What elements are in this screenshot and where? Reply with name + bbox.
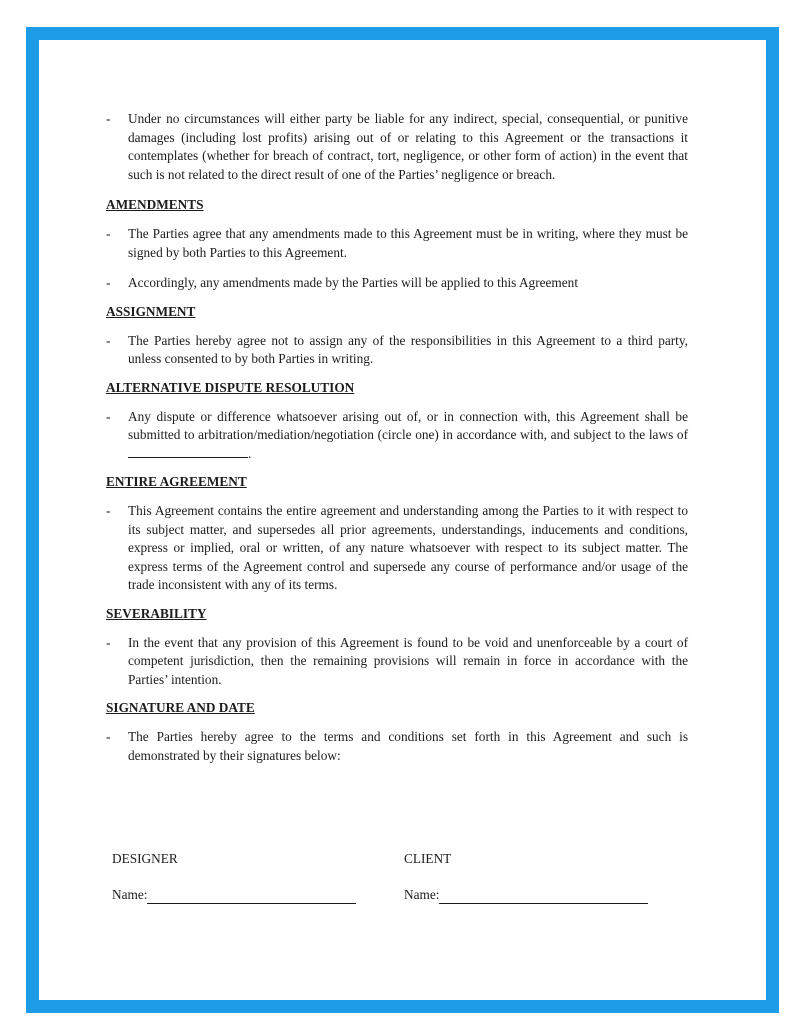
section-heading-assignment: ASSIGNMENT — [106, 303, 196, 319]
bullet-marker: - — [106, 226, 111, 241]
designer-name-label: Name: — [112, 887, 148, 902]
list-item — [106, 332, 688, 369]
bullet-text: Accordingly, any amendments made by the Parties will be applied to this Agreement — [128, 275, 579, 290]
designer-signature — [112, 850, 356, 904]
client-name-row — [404, 886, 648, 904]
list-item — [106, 225, 688, 262]
designer-label: DESIGNER — [112, 851, 178, 866]
bullet-text: In the event that any provision of this Agreement is found to be void and unenforceable by a court of competent jurisdiction, then the remaining provisions will remain in force in accordance with the Parties’ intention. — [128, 634, 688, 687]
client-name-label: Name: — [404, 887, 440, 902]
bullet-marker: - — [106, 408, 111, 424]
bullet-text: The Parties agree that any amendments made to this Agreement must be in writing, where they must be signed by both Parties to this Agreement. — [128, 226, 688, 260]
bullet-text: Under no circumstances will either party be liable for any indirect, special, consequential, or punitive damages (including lost profits) arising out of or relating to this Agreement or the transactions it contemplates (whether for breach of contract, tort, negligence, or other form of action) in the event that such is not related to the direct result of one of the Parties’ negligence or breach. — [128, 111, 688, 182]
bullet-text: The Parties hereby agree not to assign any of the responsibilities in this Agreement to a third party, unless consented to by both Parties in writing. — [128, 332, 688, 366]
bullet-text: This Agreement contains the entire agreement and understanding among the Parties to it with respect to its subject matter, and supersedes all prior agreements, understandings, inducements and conditions, express or implied, oral or written, of any nature whatsoever with respect to its subject matter. The express terms of the Agreement control and supersede any course of performance and/or usage of the trade inconsistent with any of its terms. — [128, 503, 688, 592]
client-signature — [404, 850, 648, 904]
list-item — [106, 408, 688, 464]
bullet-marker: - — [106, 634, 111, 650]
section-heading-entire-agreement: ENTIRE AGREEMENT — [106, 474, 247, 489]
section-heading-adr: ALTERNATIVE DISPUTE RESOLUTION — [106, 379, 355, 395]
bullet-marker: - — [106, 275, 111, 290]
client-label: CLIENT — [404, 851, 452, 866]
section-heading-severability: SEVERABILITY — [106, 605, 207, 621]
bullet-marker: - — [106, 729, 111, 744]
bullet-text — [128, 408, 688, 464]
section-heading-amendments: AMENDMENTS — [106, 197, 204, 212]
adr-text: Any dispute or difference whatsoever arising out of, or in connection with, this Agreement shall be submitted to arbitration/mediation/negotiation (circle one) in accordance with, and subject to the laws of — [128, 408, 688, 442]
list-item — [106, 502, 688, 595]
list-item — [106, 110, 688, 184]
list-item — [106, 728, 688, 765]
list-item — [106, 634, 688, 690]
laws-blank-field[interactable] — [128, 445, 248, 458]
bullet-marker: - — [106, 111, 111, 126]
bullet-text: The Parties hereby agree to the terms and conditions set forth in this Agreement and such is demonstrated by their signatures below: — [128, 729, 688, 763]
bullet-marker: - — [106, 332, 111, 348]
bullet-marker: - — [106, 503, 111, 518]
designer-name-field[interactable] — [147, 889, 356, 904]
document-body — [106, 110, 688, 765]
list-item — [106, 274, 688, 293]
section-heading-signature: SIGNATURE AND DATE — [106, 700, 255, 715]
designer-name-row — [112, 886, 356, 904]
adr-end: . — [248, 445, 252, 461]
client-name-field[interactable] — [439, 889, 648, 904]
